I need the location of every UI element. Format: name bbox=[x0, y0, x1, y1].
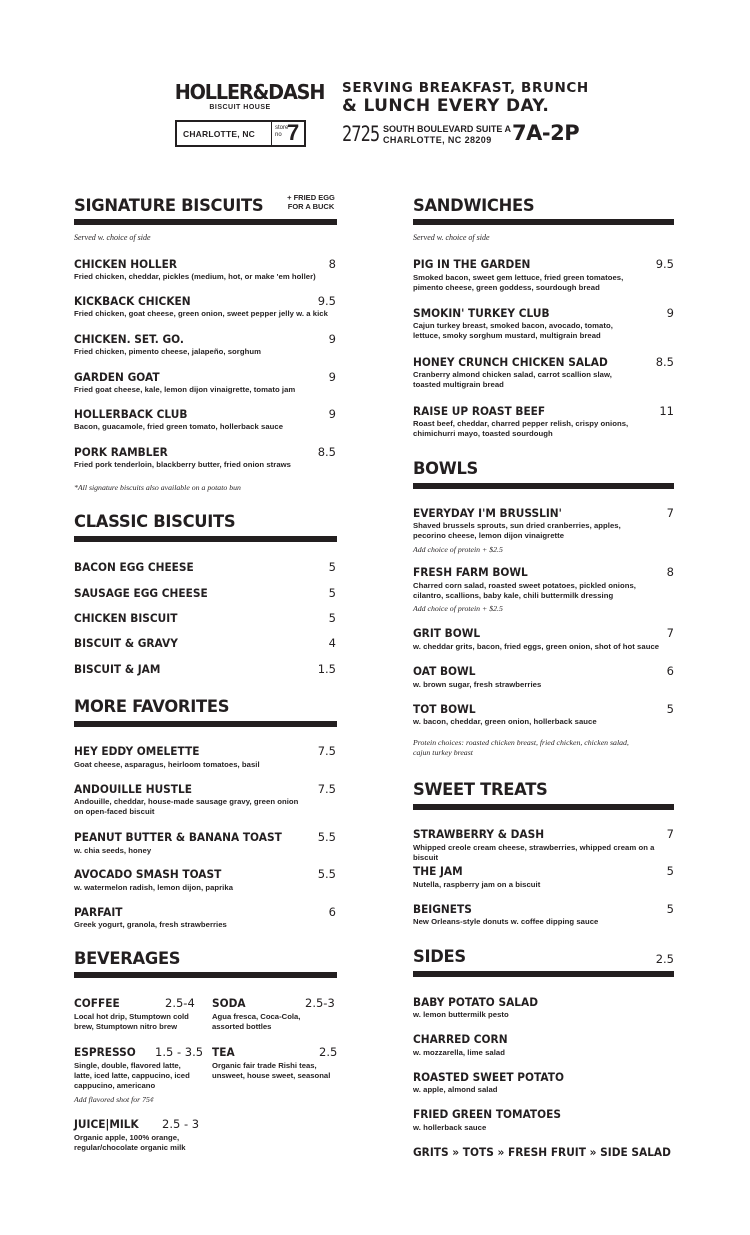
item-name: CHARRED CORN bbox=[413, 1032, 508, 1046]
item-price: 1.5 - 3.5 bbox=[155, 1045, 204, 1059]
section-bar bbox=[74, 721, 337, 727]
item-desc: w. apple, almond salad bbox=[413, 1085, 498, 1094]
item-desc: Fried chicken, goat cheese, green onion, sweet pepper jelly w. a kick bbox=[74, 309, 328, 318]
item-price: 5.5 bbox=[317, 867, 336, 881]
item-desc: Fried goat cheese, kale, lemon dijon vinaigrette, tomato jam bbox=[74, 385, 296, 394]
item-name: CHICKEN HOLLER bbox=[74, 257, 177, 271]
item-name: STRAWBERRY & DASH bbox=[413, 827, 545, 841]
item-name: RAISE UP ROAST BEEF bbox=[413, 404, 546, 418]
item-desc: Smoked bacon, sweet gem lettuce, fried green tomatoes, pimento cheese, green goddess, sourdough bread bbox=[413, 273, 624, 293]
item-name: AVOCADO SMASH TOAST bbox=[74, 867, 222, 881]
item-price: 6 bbox=[666, 664, 674, 678]
item-name: COFFEE bbox=[74, 996, 120, 1010]
item-price: 7.5 bbox=[317, 744, 336, 758]
item-name: JUICE|MILK bbox=[74, 1117, 139, 1131]
location-badge bbox=[175, 120, 306, 147]
section-bar bbox=[74, 536, 337, 542]
item-name: SODA bbox=[212, 996, 246, 1010]
item-addon: Add choice of protein + $2.5 bbox=[413, 545, 503, 554]
section-bar bbox=[413, 971, 674, 977]
item-desc: Fried chicken, cheddar, pickles (medium, hot, or make 'em holler) bbox=[74, 272, 316, 281]
serving-line-1: SERVING BREAKFAST, BRUNCH bbox=[342, 80, 589, 96]
item-name: EVERYDAY I'M BRUSSLIN' bbox=[413, 506, 562, 520]
item-name: BABY POTATO SALAD bbox=[413, 995, 539, 1009]
serving-line-2: & LUNCH EVERY DAY. bbox=[342, 96, 550, 116]
section-title-bowls: BOWLS bbox=[413, 459, 479, 479]
item-price: 4 bbox=[328, 636, 336, 650]
item-desc: w. hollerback sauce bbox=[413, 1123, 487, 1132]
section-title-sides: SIDES bbox=[413, 947, 466, 967]
item-price: 9.5 bbox=[655, 257, 674, 271]
item-desc: w. mozzarella, lime salad bbox=[413, 1048, 505, 1057]
item-price: 2.5 - 3 bbox=[162, 1117, 200, 1131]
item-price: 5 bbox=[666, 702, 674, 716]
item-name: OAT BOWL bbox=[413, 664, 476, 678]
item-price: 8.5 bbox=[655, 355, 674, 369]
opening-hours: 7A-2P bbox=[512, 121, 580, 145]
item-desc: Goat cheese, asparagus, heirloom tomatoes, basil bbox=[74, 760, 260, 769]
item-desc: Single, double, flavored latte, latte, iced latte, cappucino, iced cappucino, americano bbox=[74, 1061, 190, 1091]
item-name: FRESH FARM BOWL bbox=[413, 565, 528, 579]
item-name: ESPRESSO bbox=[74, 1045, 136, 1059]
item-desc: w. brown sugar, fresh strawberries bbox=[413, 680, 542, 689]
item-addon: Add flavored shot for 75¢ bbox=[74, 1095, 154, 1104]
item-name: BISCUIT & JAM bbox=[74, 662, 161, 676]
store-no-label: store no bbox=[275, 125, 289, 138]
item-desc: Cajun turkey breast, smoked bacon, avocado, tomato, lettuce, smoky sorghum mustard, multigrain bread bbox=[413, 321, 613, 341]
section-bar bbox=[74, 219, 337, 225]
item-name: SAUSAGE EGG CHEESE bbox=[74, 586, 208, 600]
potato-bun-note: *All signature biscuits also available on a potato bun bbox=[74, 483, 241, 492]
item-desc: w. lemon buttermilk pesto bbox=[413, 1010, 509, 1019]
section-title-sandwiches: SANDWICHES bbox=[413, 196, 535, 216]
item-desc: w. chia seeds, honey bbox=[74, 846, 152, 855]
item-desc: w. bacon, cheddar, green onion, hollerback sauce bbox=[413, 717, 597, 726]
item-name: TEA bbox=[212, 1045, 235, 1059]
item-name: KICKBACK CHICKEN bbox=[74, 294, 191, 308]
item-name: SMOKIN' TURKEY CLUB bbox=[413, 306, 550, 320]
item-price: 5 bbox=[328, 611, 336, 625]
item-desc: New Orleans-style donuts w. coffee dipping sauce bbox=[413, 917, 599, 926]
item-price: 8 bbox=[666, 565, 674, 579]
section-bar bbox=[413, 804, 674, 810]
item-name: HOLLERBACK CLUB bbox=[74, 407, 188, 421]
sides-price: 2.5 bbox=[655, 952, 674, 966]
item-desc: Agua fresca, Coca-Cola, assorted bottles bbox=[212, 1012, 301, 1032]
badge-divider bbox=[271, 122, 272, 145]
item-desc: Charred corn salad, roasted sweet potatoes, pickled onions, cilantro, scallions, baby kale, chili buttermilk dressing bbox=[413, 581, 636, 601]
section-title-classic: CLASSIC BISCUITS bbox=[74, 512, 236, 532]
item-price: 8.5 bbox=[317, 445, 336, 459]
item-price: 5 bbox=[666, 902, 674, 916]
item-price: 9 bbox=[328, 332, 336, 346]
item-name: BEIGNETS bbox=[413, 902, 472, 916]
item-price: 9 bbox=[328, 407, 336, 421]
section-bar bbox=[74, 972, 337, 978]
item-desc: Nutella, raspberry jam on a biscuit bbox=[413, 880, 541, 889]
item-price: 5 bbox=[666, 864, 674, 878]
item-name: TOT BOWL bbox=[413, 702, 476, 716]
item-name: GARDEN GOAT bbox=[74, 370, 160, 384]
fried-egg-note: + FRIED EGG FOR A BUCK bbox=[287, 193, 335, 211]
section-bar bbox=[413, 483, 674, 489]
served-note: Served w. choice of side bbox=[74, 233, 151, 242]
item-price: 2.5 bbox=[319, 1045, 338, 1059]
section-title-sweets: SWEET TREATS bbox=[413, 780, 548, 800]
item-desc: Fried pork tenderloin, blackberry butter, fried onion straws bbox=[74, 460, 292, 469]
item-name: ROASTED SWEET POTATO bbox=[413, 1070, 564, 1084]
item-name: BISCUIT & GRAVY bbox=[74, 636, 178, 650]
item-name: HEY EDDY OMELETTE bbox=[74, 744, 200, 758]
item-desc: Andouille, cheddar, house-made sausage gravy, green onion on open-faced biscuit bbox=[74, 797, 299, 817]
protein-choices-note: Protein choices: roasted chicken breast, fried chicken, chicken salad, cajun turkey breast bbox=[413, 738, 629, 757]
item-price: 5 bbox=[328, 560, 336, 574]
item-desc: Bacon, guacamole, fried green tomato, hollerback sauce bbox=[74, 422, 284, 431]
item-price: 2.5-3 bbox=[305, 996, 335, 1010]
section-title-beverages: BEVERAGES bbox=[74, 949, 181, 969]
store-number: 7 bbox=[287, 120, 300, 145]
item-name: GRIT BOWL bbox=[413, 626, 481, 640]
item-price: 11 bbox=[659, 404, 674, 418]
item-desc: Roast beef, cheddar, charred pepper relish, crispy onions, chimichurri mayo, toasted sourdough bbox=[413, 419, 629, 439]
item-price: 9.5 bbox=[317, 294, 336, 308]
item-desc: Greek yogurt, granola, fresh strawberries bbox=[74, 920, 227, 929]
item-price: 6 bbox=[328, 905, 336, 919]
item-price: 9 bbox=[328, 370, 336, 384]
item-price: 5.5 bbox=[317, 830, 336, 844]
item-desc: Whipped creole cream cheese, strawberries, whipped cream on a biscuit bbox=[413, 843, 655, 863]
address-line-1: SOUTH BOULEVARD SUITE A bbox=[383, 124, 512, 134]
item-name: PIG IN THE GARDEN bbox=[413, 257, 531, 271]
item-price: 1.5 bbox=[317, 662, 336, 676]
item-price: 2.5-4 bbox=[165, 996, 195, 1010]
item-desc: w. watermelon radish, lemon dijon, paprika bbox=[74, 883, 234, 892]
item-name: HONEY CRUNCH CHICKEN SALAD bbox=[413, 355, 608, 369]
item-price: 7 bbox=[666, 626, 674, 640]
item-price: 8 bbox=[328, 257, 336, 271]
section-title-favorites: MORE FAVORITES bbox=[74, 697, 230, 717]
item-name: ANDOUILLE HUSTLE bbox=[74, 782, 193, 796]
item-price: 7.5 bbox=[317, 782, 336, 796]
item-name: FRIED GREEN TOMATOES bbox=[413, 1107, 562, 1121]
item-desc: w. cheddar grits, bacon, fried eggs, green onion, shot of hot sauce bbox=[413, 642, 660, 651]
item-name: PARFAIT bbox=[74, 905, 123, 919]
item-desc: Shaved brussels sprouts, sun dried cranberries, apples, pecorino cheese, lemon dijon vinaigrette bbox=[413, 521, 621, 541]
item-desc: Local hot drip, Stumptown cold brew, Stumptown nitro brew bbox=[74, 1012, 189, 1032]
item-name: PORK RAMBLER bbox=[74, 445, 168, 459]
section-title-signature: SIGNATURE BISCUITS bbox=[74, 196, 264, 216]
item-price: 9 bbox=[666, 306, 674, 320]
section-bar bbox=[413, 219, 674, 225]
brand-subtitle: BISCUIT HOUSE bbox=[209, 104, 271, 111]
item-name: CHICKEN. SET. GO. bbox=[74, 332, 184, 346]
brand-logo: HOLLER&DASH bbox=[174, 80, 325, 104]
item-name: PEANUT BUTTER & BANANA TOAST bbox=[74, 830, 282, 844]
item-price: 7 bbox=[666, 506, 674, 520]
address-number: 2725 bbox=[342, 122, 380, 146]
address-line-2: CHARLOTTE, NC 28209 bbox=[383, 135, 492, 145]
item-desc: Organic apple, 100% orange, regular/chocolate organic milk bbox=[74, 1133, 186, 1153]
item-price: 7 bbox=[666, 827, 674, 841]
sides-footer-list: GRITS » TOTS » FRESH FRUIT » SIDE SALAD bbox=[413, 1145, 671, 1159]
item-name: BACON EGG CHEESE bbox=[74, 560, 194, 574]
item-addon: Add choice of protein + $2.5 bbox=[413, 604, 503, 613]
item-desc: Cranberry almond chicken salad, carrot scallion slaw, toasted multigrain bread bbox=[413, 370, 612, 390]
location-city: CHARLOTTE, NC bbox=[183, 129, 256, 139]
served-note: Served w. choice of side bbox=[413, 233, 490, 242]
item-price: 5 bbox=[328, 586, 336, 600]
item-name: THE JAM bbox=[413, 864, 463, 878]
item-name: CHICKEN BISCUIT bbox=[74, 611, 178, 625]
item-desc: Fried chicken, pimento cheese, jalapeño, sorghum bbox=[74, 347, 261, 356]
item-desc: Organic fair trade Rishi teas, unsweet, house sweet, seasonal bbox=[212, 1061, 331, 1081]
